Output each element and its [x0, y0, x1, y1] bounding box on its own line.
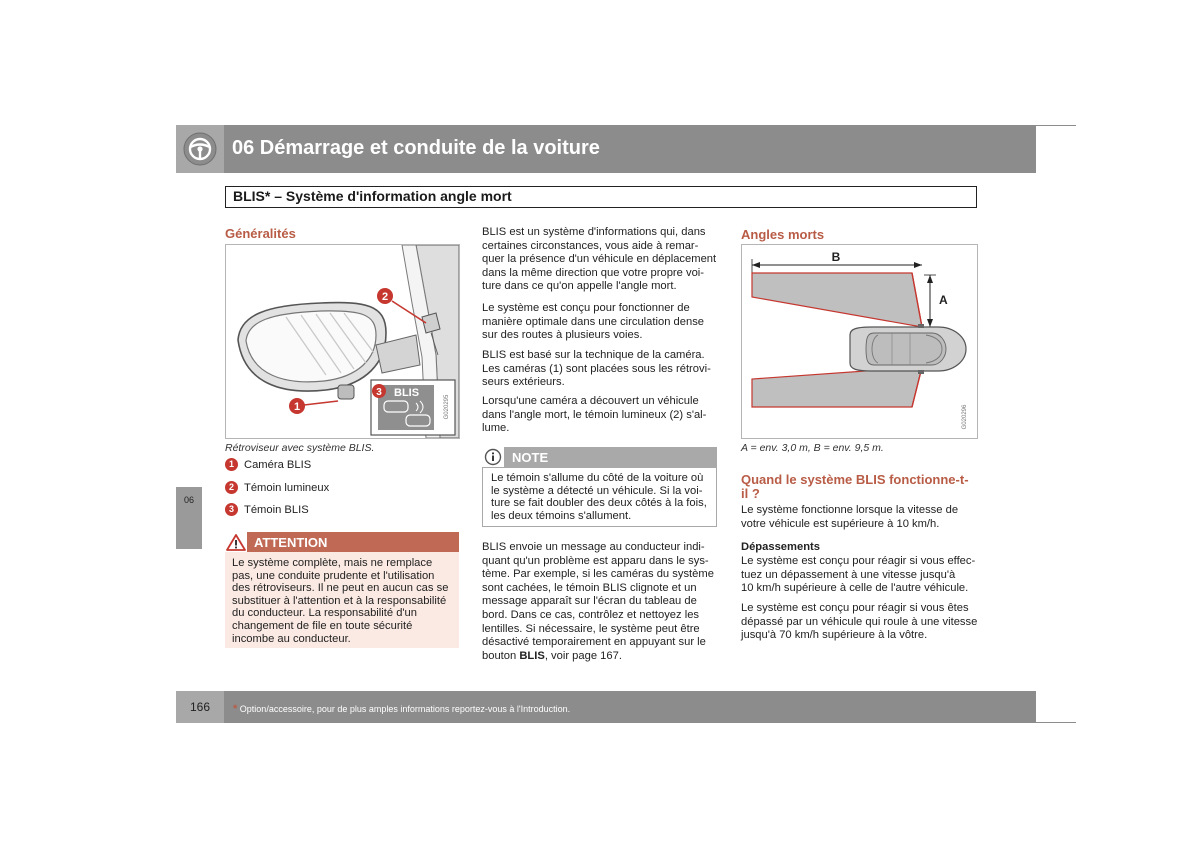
note-line: le système a détecté un véhicule. Si la voi- — [491, 484, 703, 497]
legend-number-3: 3 — [225, 503, 238, 516]
subheading-depassements: Dépassements — [741, 541, 820, 553]
legend-text-3: Témoin BLIS — [244, 503, 309, 516]
figure-code-right: G020296 — [962, 404, 968, 430]
attention-line: Le système complète, mais ne remplace — [232, 557, 433, 569]
text-line: Le système est conçu pour réagir si vous êtes — [741, 602, 969, 614]
page-number: 166 — [189, 700, 211, 714]
text-line: BLIS est un système d'informations qui, dans — [482, 226, 706, 238]
text-line: ture dans ce qu'on appelle l'angle mort. — [482, 280, 677, 293]
attention-text — [232, 557, 456, 645]
chapter-title: 06 Démarrage et conduite de la voiture — [232, 137, 600, 159]
legend-number-2: 2 — [225, 481, 238, 494]
text-line: Le système est conçu pour fonctionner de — [482, 302, 690, 314]
callout-1-number: 1 — [293, 401, 301, 413]
attention-line: du conducteur. La responsabilité d'un — [232, 607, 417, 620]
text-line: dans l'angle mort, le témoin lumineux (2) s'al- — [482, 408, 707, 421]
text-span: bouton — [482, 649, 520, 662]
blis-display-label: BLIS — [394, 387, 420, 399]
text-line: BLIS envoie un message au conducteur indi- — [482, 541, 705, 553]
text-line: BLIS est basé sur la technique de la caméra. — [482, 349, 705, 361]
text-line: message apparaît sur l'écran du tableau de — [482, 595, 697, 608]
callout-2-number: 2 — [381, 291, 389, 303]
text-line: manière optimale dans une circulation dense — [482, 315, 705, 328]
text-line — [482, 650, 722, 664]
text-line: tuez un dépassement à une vitesse jusqu'à — [741, 568, 956, 581]
warning-triangle-icon — [225, 532, 247, 552]
text-line: Le système fonctionne lorsque la vitesse de — [741, 504, 959, 516]
header-rule — [1036, 125, 1076, 126]
section-title: BLIS* – Système d'information angle mort — [233, 188, 512, 204]
legend-item-2 — [225, 481, 329, 494]
attention-label: ATTENTION — [254, 535, 328, 550]
text-line: 10 km/h supérieure à celle de l'autre véhicule. — [741, 582, 969, 595]
heading-angles-morts: Angles morts — [741, 227, 825, 242]
figure-code-left: G020295 — [444, 394, 450, 420]
note-line: Le témoin s'allume du côté de la voiture où — [491, 472, 704, 484]
blind-spot-figure — [741, 244, 978, 439]
overtaking-paragraph — [741, 555, 981, 596]
text-line: sont cachées, le témoin BLIS clignote et un — [482, 581, 697, 594]
text-line: votre véhicule est supérieure à 10 km/h. — [741, 517, 940, 530]
footnote-text: Option/accessoire, pour de plus amples informations reportez-vous à l'Introduction. — [239, 704, 571, 714]
heading-generalites: Généralités — [225, 226, 296, 241]
blind-zone-top — [752, 273, 922, 327]
info-icon — [482, 447, 504, 467]
blis-button-name: BLIS — [519, 649, 545, 662]
text-line: tème. Par exemple, si les caméras du système — [482, 568, 714, 581]
overtaken-paragraph — [741, 602, 981, 643]
mirror-figure-caption: Rétroviseur avec système BLIS. — [225, 442, 375, 454]
blind-spot-caption: A = env. 3,0 m, B = env. 9,5 m. — [741, 442, 884, 454]
text-line: dépassé par un véhicule qui roule à une vitesse — [741, 615, 978, 628]
heading-quand-blis — [741, 473, 969, 501]
attention-line: des rétroviseurs. Il ne peut en aucun cas se — [232, 582, 449, 595]
legend-text-2: Témoin lumineux — [244, 481, 330, 494]
steering-wheel-icon — [176, 125, 224, 173]
speed-paragraph — [741, 504, 981, 531]
heading-line: il ? — [741, 486, 760, 501]
page-reference: , voir page 167. — [544, 649, 622, 662]
attention-line: substituer à l'attention et à la responsabilité — [232, 594, 447, 607]
attention-line: changement de file en toute sécurité — [232, 619, 413, 632]
text-line: Le système est conçu pour réagir si vous effec- — [741, 555, 976, 567]
text-line: quer la présence d'un véhicule en déplacement — [482, 253, 717, 266]
legend-item-3 — [225, 503, 309, 516]
chapter-side-tab-label: 06 — [183, 495, 194, 505]
note-line: les deux témoins s'allument. — [491, 509, 632, 522]
dimension-b-label: B — [831, 250, 841, 264]
footnote-star: * — [233, 703, 238, 715]
footer-rule — [1036, 722, 1076, 723]
text-line: lentilles. Si nécessaire, le système peut être — [482, 622, 700, 635]
camera-paragraph — [482, 349, 722, 390]
intro-paragraph — [482, 226, 722, 294]
detection-paragraph — [482, 395, 722, 436]
text-line: sur des routes à plusieurs voies. — [482, 329, 643, 342]
text-line: seurs extérieurs. — [482, 376, 565, 389]
blind-spot-diagram — [742, 245, 977, 438]
footnote — [233, 703, 570, 715]
attention-line: pas, une conduite prudente et l'utilisation — [232, 569, 435, 582]
text-line: lume. — [482, 422, 510, 435]
mirror-illustration — [226, 245, 459, 438]
text-line: Lorsqu'une caméra a découvert un véhicule — [482, 395, 699, 407]
dimension-a-label: A — [939, 293, 948, 307]
callout-3-number: 3 — [376, 387, 382, 398]
legend-number-1: 1 — [225, 458, 238, 471]
fault-paragraph — [482, 541, 722, 663]
attention-line: incombe au conducteur. — [232, 632, 351, 645]
note-text — [491, 472, 713, 522]
legend-item-1 — [225, 458, 311, 471]
text-line: dans la même direction que votre propre voi- — [482, 266, 704, 279]
heading-line: Quand le système BLIS fonctionne-t- — [741, 472, 969, 487]
note-label: NOTE — [512, 450, 549, 465]
legend-text-1: Caméra BLIS — [244, 458, 312, 471]
text-line: quant qu'un problème est apparu dans le sys- — [482, 554, 709, 567]
mirror-figure — [225, 244, 460, 439]
text-line: jusqu'à 70 km/h supérieure à la vôtre. — [741, 629, 928, 642]
text-line: certaines circonstances, vous aide à remar- — [482, 239, 699, 252]
note-line: ture se fait doubler des deux côtés à la fois, — [491, 497, 707, 510]
car-top-view — [850, 324, 966, 374]
chapter-icon-cell — [176, 125, 224, 173]
traffic-paragraph — [482, 302, 722, 343]
text-line: bord. Dans ce cas, contrôlez et nettoyez les — [482, 608, 700, 621]
text-line: Les caméras (1) sont placées sous les rétrovi- — [482, 362, 711, 375]
text-line: désactivé temporairement en appuyant sur le — [482, 636, 706, 649]
blind-zone-bottom — [752, 367, 922, 407]
